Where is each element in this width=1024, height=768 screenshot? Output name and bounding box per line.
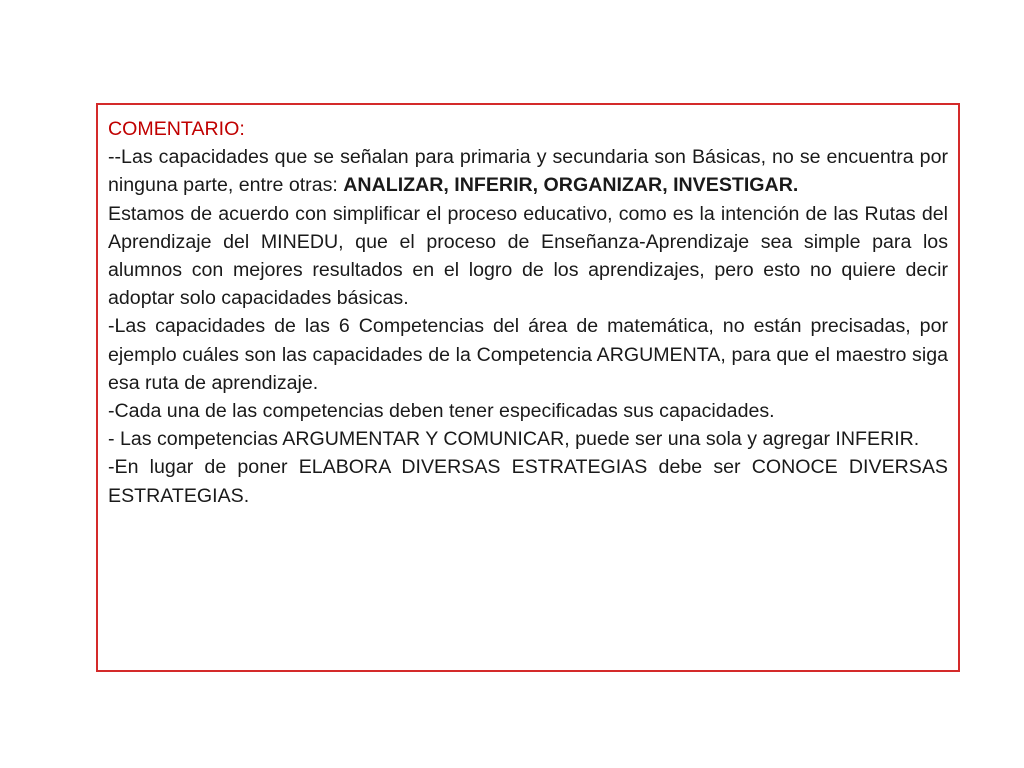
paragraph-especificadas: -Cada una de las competencias deben tener especificadas sus capacidades. — [108, 400, 775, 423]
paragraph-capacidades-basicas-text: --Las capacidades que se señalan para primaria y secundaria son Básicas, no se encuentra por ninguna parte, entre otras: — [108, 146, 948, 197]
paragraph-elabora-estrategias: -En lugar de poner ELABORA DIVERSAS ESTRATEGIAS debe ser CONOCE DIVERSAS ESTRATEGIAS. — [108, 456, 948, 507]
paragraph-capacidades-basicas — [108, 143, 948, 199]
comment-box — [96, 103, 960, 672]
paragraph-argumentar-comunicar: - Las competencias ARGUMENTAR Y COMUNICAR, puede ser una sola y agregar INFERIR. — [108, 428, 920, 451]
paragraph-capacidades-basicas-bold: ANALIZAR, INFERIR, ORGANIZAR, INVESTIGAR. — [343, 174, 799, 197]
comment-heading: COMENTARIO: — [108, 118, 245, 140]
paragraph-simplificar: Estamos de acuerdo con simplificar el proceso educativo, como es la intención de las Rutas del Aprendizaje del MINEDU, que el proceso de Enseñanza-Aprendizaje sea simple para los alumnos con mejores resultados en el logro de los aprendizajes, pero esto no quiere decir adoptar solo capacidades básicas. — [108, 202, 948, 310]
paragraph-capacidades-competencias: -Las capacidades de las 6 Competencias del área de matemática, no están precisadas, por ejemplo cuáles son las capacidades de la Competencia ARGUMENTA, para que el maestro siga esa ruta de aprendizaje. — [108, 315, 948, 394]
